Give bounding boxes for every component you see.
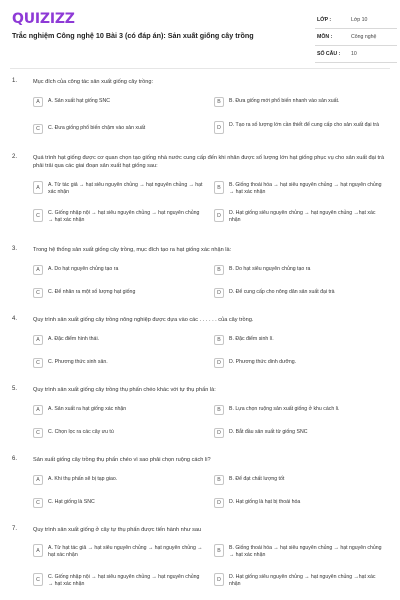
option-b[interactable] [214, 544, 388, 559]
option-letter: C [33, 573, 43, 586]
question-number: 4. [12, 316, 18, 322]
option-text: A. Đặc điểm hình thái. [48, 336, 100, 342]
option-text: D. Hạt giống là hạt bị thoái hóa [229, 499, 301, 505]
option-letter: B [214, 405, 224, 415]
option-letter: A [33, 544, 43, 557]
question-number: 1. [12, 78, 18, 84]
option-letter: C [33, 428, 43, 438]
option-text: C. Phương thức sinh sản. [48, 359, 108, 365]
question-number: 7. [12, 526, 18, 532]
question-number: 5. [12, 386, 18, 392]
option-letter: C [33, 288, 43, 298]
option-letter: B [214, 544, 224, 557]
option-letter: D [214, 121, 224, 134]
option-d[interactable] [214, 498, 388, 508]
option-b[interactable] [214, 405, 388, 415]
worksheet-header [10, 8, 390, 64]
option-c[interactable] [33, 428, 207, 438]
option-letter: B [214, 335, 224, 345]
option-a[interactable] [33, 544, 207, 559]
option-c[interactable] [33, 573, 207, 588]
option-letter: D [214, 498, 224, 508]
option-text: C. Giống nhập nội → hạt siêu nguyên chủng → hạt nguyên chủng → hạt xác nhận [48, 574, 200, 588]
option-a[interactable] [33, 475, 207, 485]
option-text: A. Từ tác giả → hạt siêu nguyên chủng → hạt nguyên chủng → hạt xác nhận [48, 182, 203, 196]
meta-value: Công nghệ [351, 34, 377, 40]
option-letter: C [33, 124, 43, 134]
option-text: B. Để đạt chất lượng tốt [229, 476, 285, 482]
meta-value: Lớp 10 [351, 17, 368, 23]
option-c[interactable] [33, 209, 207, 224]
option-d[interactable] [214, 428, 388, 438]
option-b[interactable] [214, 475, 388, 485]
option-b[interactable] [214, 97, 388, 107]
question-text: Quy trình sản xuất giống ở cây tự thụ phấn được tiến hành như sau [33, 527, 202, 533]
option-letter: D [214, 209, 224, 222]
option-c[interactable] [33, 288, 207, 298]
meta-table [315, 12, 397, 63]
option-text: C. Giống nhập nội → hạt siêu nguyên chủng → hạt nguyên chủng → hạt xác nhận [48, 210, 200, 224]
option-b[interactable] [214, 181, 388, 196]
option-c[interactable] [33, 124, 207, 134]
option-a[interactable] [33, 181, 207, 196]
option-d[interactable] [214, 209, 388, 224]
option-text: D. Tạo ra số lượng lớn cần thiết để cung cấp cho sản xuất đại trà [229, 122, 380, 128]
option-text: A. Từ hạt tác giả → hạt siêu nguyên chủng → hạt nguyên chủng → hạt xác nhận [48, 545, 203, 559]
meta-row-class [315, 12, 397, 29]
option-letter: A [33, 97, 43, 107]
option-text: A. Khi thụ phấn sẽ bị tạp giao. [48, 476, 118, 482]
question-text: Quá trình hạt giống được cơ quan chọn tạo giống nhà nước cung cấp đến khi nhân được số lượng lớn hạt giống phục vụ cho sản xuất đại trà phải trải qua các giai đoạn sản xuất hạt giống sau: [33, 155, 385, 170]
option-c[interactable] [33, 498, 207, 508]
option-text: D. Hạt giống siêu nguyên chủng → hạt nguyên chủng →hạt xác nhận [229, 210, 376, 224]
option-text: A. Sản xuất hạt giống SNC [48, 98, 110, 104]
option-text: B. Giống thoái hóa → hạt siêu nguyên chủng → hạt nguyên chủng → hạt xác nhận [229, 545, 382, 559]
meta-row-subject [315, 29, 397, 46]
option-text: A. Do hạt nguyên chủng tạo ra [48, 266, 119, 272]
meta-value: 10 [351, 51, 357, 57]
meta-label: MÔN : [317, 34, 333, 40]
option-letter: A [33, 335, 43, 345]
meta-row-count [315, 46, 397, 63]
option-letter: B [214, 181, 224, 194]
option-letter: A [33, 475, 43, 485]
option-text: C. Hạt giống là SNC [48, 499, 95, 505]
question-number: 3. [12, 246, 18, 252]
question-number: 6. [12, 456, 18, 462]
option-text: C. Để nhân ra một số lượng hạt giống [48, 289, 136, 295]
option-text: D. Bắt đầu sản xuất từ giống SNC [229, 429, 308, 435]
question-number: 2. [12, 154, 18, 160]
page-title: Trắc nghiệm Công nghệ 10 Bài 3 (có đáp án): Sản xuất giống cây trồng [12, 31, 254, 40]
option-a[interactable] [33, 405, 207, 415]
option-text: C. Đưa giống phổ biến chậm vào sản xuất [48, 125, 146, 131]
option-c[interactable] [33, 358, 207, 368]
option-letter: D [214, 428, 224, 438]
option-a[interactable] [33, 265, 207, 275]
option-text: C. Chọn lọc ra các cây ưu tú [48, 429, 114, 435]
option-letter: D [214, 288, 224, 298]
meta-label: LỚP : [317, 17, 332, 23]
option-text: B. Lựa chọn ruộng sản xuất giống ở khu cách li. [229, 406, 340, 412]
option-d[interactable] [214, 121, 388, 134]
option-letter: A [33, 265, 43, 275]
option-letter: C [33, 209, 43, 222]
option-letter: B [214, 475, 224, 485]
option-text: B. Đặc điểm sinh lí. [229, 336, 274, 342]
question-text: Quy trình sản xuất giống cây trồng thụ phấn chéo khác với tự thụ phấn là: [33, 387, 216, 393]
option-b[interactable] [214, 265, 388, 275]
question-text: Sản xuất giống cây trồng thụ phấn chéo vì sao phải chọn ruộng cách li? [33, 457, 211, 463]
option-text: B. Do hạt siêu nguyên chủng tạo ra [229, 266, 311, 272]
question-text: Quy trình sản xuất giống cây trồng nông nghiệp được dựa vào các . . . . . . của cây trồng. [33, 317, 254, 323]
option-b[interactable] [214, 335, 388, 345]
meta-label: SỐ CÂU : [317, 51, 341, 57]
option-text: A. Sản xuất ra hạt giống xác nhận [48, 406, 127, 412]
option-letter: C [33, 498, 43, 508]
option-letter: C [33, 358, 43, 368]
option-a[interactable] [33, 97, 207, 107]
option-letter: D [214, 573, 224, 586]
option-d[interactable] [214, 573, 388, 588]
option-text: D. Hạt giống siêu nguyên chủng → hạt nguyên chủng →hạt xác nhận [229, 574, 376, 588]
option-letter: A [33, 405, 43, 415]
option-d[interactable] [214, 288, 388, 298]
option-letter: B [214, 97, 224, 107]
option-text: B. Giống thoái hóa → hạt siêu nguyên chủng → hạt nguyên chủng → hạt xác nhận [229, 182, 382, 196]
header-divider [10, 68, 390, 69]
question-text: Mục đích của công tác sản xuất giống cây trồng: [33, 79, 154, 85]
option-letter: A [33, 181, 43, 194]
option-a[interactable] [33, 335, 207, 345]
option-text: B. Đưa giống mới phổ biến nhanh vào sản xuất. [229, 98, 340, 104]
quizizz-logo: QUIZIZZ [12, 11, 75, 27]
question-text: Trong hệ thống sản xuất giống cây trồng, mục đích tạo ra hạt giống xác nhận là: [33, 247, 232, 253]
option-letter: D [214, 358, 224, 368]
option-letter: B [214, 265, 224, 275]
option-text: D. Để cung cấp cho nông dân sản xuất đại trà [229, 289, 335, 295]
option-d[interactable] [214, 358, 388, 368]
option-text: D. Phương thức dinh dưỡng. [229, 359, 297, 365]
